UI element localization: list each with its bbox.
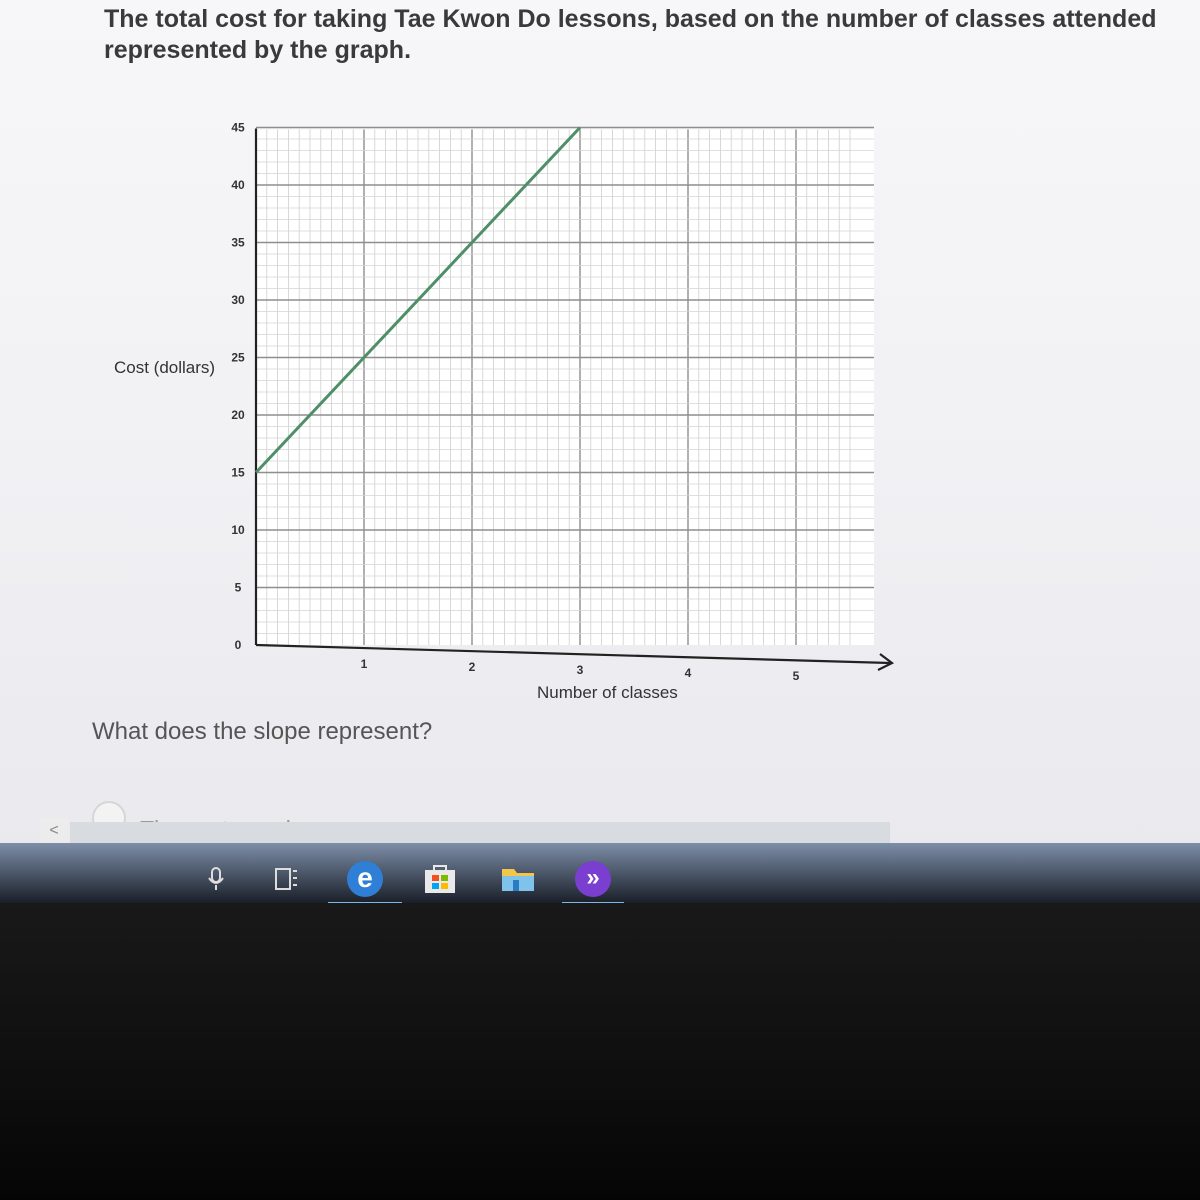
y-tick-label: 30: [231, 293, 245, 307]
y-tick-label: 40: [231, 178, 245, 192]
y-axis-label: Cost (dollars): [114, 358, 216, 377]
x-tick-label: 1: [360, 657, 368, 671]
y-tick-label: 35: [231, 235, 245, 250]
slope-question: What does the slope represent?: [92, 718, 433, 745]
scroll-left-button[interactable]: <: [40, 818, 68, 844]
y-tick-label: 15: [231, 465, 245, 480]
x-tick-label: 2: [468, 660, 476, 674]
y-tick-label: 20: [231, 408, 245, 422]
question-line-2: represented by the graph.: [104, 36, 412, 64]
y-tick-label: 0: [234, 638, 242, 652]
y-tick-label: 45: [231, 120, 245, 135]
horizontal-scrollbar[interactable]: [70, 822, 890, 844]
store-icon[interactable]: [414, 855, 466, 903]
plot-background: [256, 130, 874, 646]
x-axis-line: [256, 645, 890, 663]
chart-grid: [256, 128, 874, 646]
x-axis-label: Number of classes: [537, 683, 678, 702]
x-tick-label: 3: [576, 663, 584, 677]
monitor-bezel: [0, 903, 1200, 1200]
y-tick-label: 25: [231, 350, 245, 365]
task-view-icon[interactable]: [260, 855, 312, 903]
x-tick-label: 5: [792, 669, 800, 683]
file-explorer-icon[interactable]: [492, 855, 544, 903]
taskbar: [0, 843, 1200, 903]
y-tick-label: 10: [231, 523, 245, 537]
x-tick-label: 4: [684, 666, 692, 680]
app-arrow-icon[interactable]: »: [562, 855, 624, 903]
microphone-icon[interactable]: [190, 855, 242, 903]
question-line-1: The total cost for taking Tae Kwon Do lessons, based on the number of classes attended: [104, 5, 1157, 33]
edge-browser-icon[interactable]: e: [328, 855, 402, 903]
y-tick-label: 5: [234, 580, 242, 595]
